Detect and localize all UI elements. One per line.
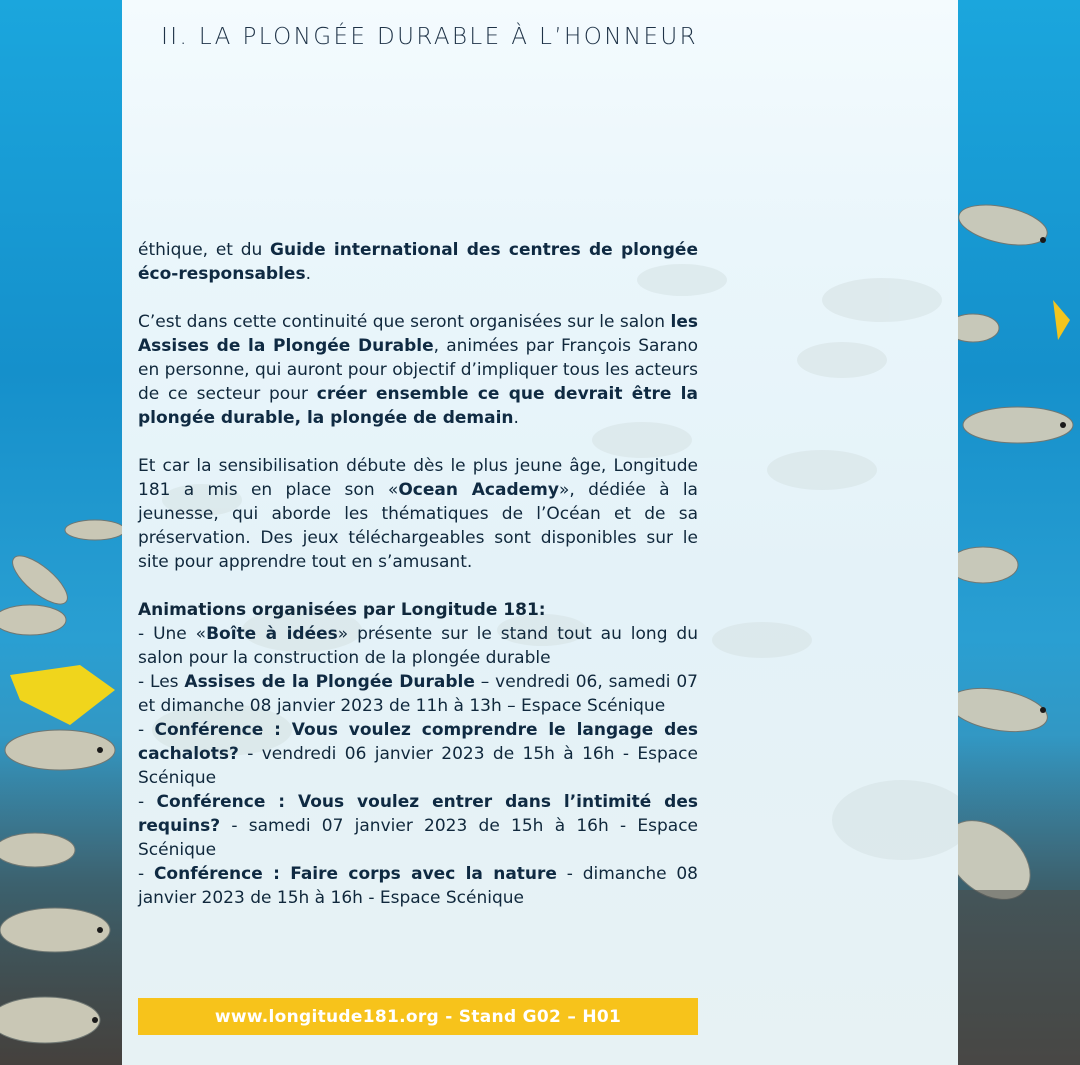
bold-text-run: Guide international des centres de plongée éco-responsables: [138, 240, 698, 284]
ocean-background-left: [0, 0, 122, 1065]
text-run: -: [138, 864, 154, 884]
bold-text-run: Conférence : Vous voulez entrer dans l’intimité des requins?: [138, 792, 698, 836]
website-stand-banner[interactable]: www.longitude181.org - Stand G02 – H01: [138, 998, 698, 1035]
list-item: [138, 670, 698, 718]
text-run: Et car la sensibilisation débute dès le plus jeune âge, Longitude 181 a mis en place son «: [138, 456, 698, 500]
text-run: -: [138, 792, 157, 812]
animations-title: Animations organisées par Longitude 181:: [138, 600, 546, 620]
text-run: - Les: [138, 672, 185, 692]
text-run: -: [138, 720, 155, 740]
bold-text-run: créer ensemble ce que devrait être la plongée durable, la plongée de demain: [138, 384, 698, 428]
text-run: - dimanche 08 janvier 2023 de 15h à 16h - Espace Scénique: [138, 864, 698, 908]
text-run: .: [513, 408, 519, 428]
text-run: », dédiée à la jeunesse, qui aborde les thématiques de l’Océan et de sa préservation. Des jeux téléchargeables sont disponibles sur le site pour apprendre tout en s’amusant.: [138, 480, 698, 572]
article-body: [138, 238, 698, 910]
animations-list: [138, 622, 698, 910]
fish-school-illustration: [958, 170, 1080, 1065]
text-run: » présente sur le stand tout au long du salon pour la construction de la plongée durable: [138, 624, 698, 668]
list-item: [138, 718, 698, 790]
text-run: , animées par François Sarano en personne, qui auront pour objectif d’impliquer tous les acteurs de ce secteur pour: [138, 336, 698, 404]
bold-text-run: les Assises de la Plongée Durable: [138, 312, 698, 356]
text-run: éthique, et du: [138, 240, 271, 260]
text-run: - vendredi 06 janvier 2023 de 15h à 16h - Espace Scénique: [138, 744, 698, 788]
bold-text-run: Conférence : Vous voulez comprendre le langage des cachalots?: [138, 720, 698, 764]
bold-text-run: Ocean Academy: [398, 480, 559, 500]
text-run: C’est dans cette continuité que seront organisées sur le salon: [138, 312, 671, 332]
list-item: [138, 622, 698, 670]
paragraph: [138, 238, 698, 286]
bold-text-run: Conférence : Faire corps avec la nature: [153, 864, 557, 884]
section-title: II. LA PLONGÉE DURABLE À L’HONNEUR: [161, 24, 698, 50]
bold-text-run: Assises de la Plongée Durable: [184, 672, 475, 692]
text-run: - Une «: [138, 624, 207, 644]
text-run: - samedi 07 janvier 2023 de 15h à 16h - Espace Scénique: [138, 816, 698, 860]
paragraph: [138, 310, 698, 430]
list-item: [138, 862, 698, 910]
paragraph: [138, 454, 698, 574]
fish-school-illustration: [0, 500, 122, 1060]
text-run: – vendredi 06, samedi 07 et dimanche 08 janvier 2023 de 11h à 13h – Espace Scénique: [138, 672, 698, 716]
bold-text-run: Boîte à idées: [206, 624, 338, 644]
ocean-background-right: [958, 0, 1080, 1065]
list-item: [138, 790, 698, 862]
text-run: .: [305, 264, 311, 284]
